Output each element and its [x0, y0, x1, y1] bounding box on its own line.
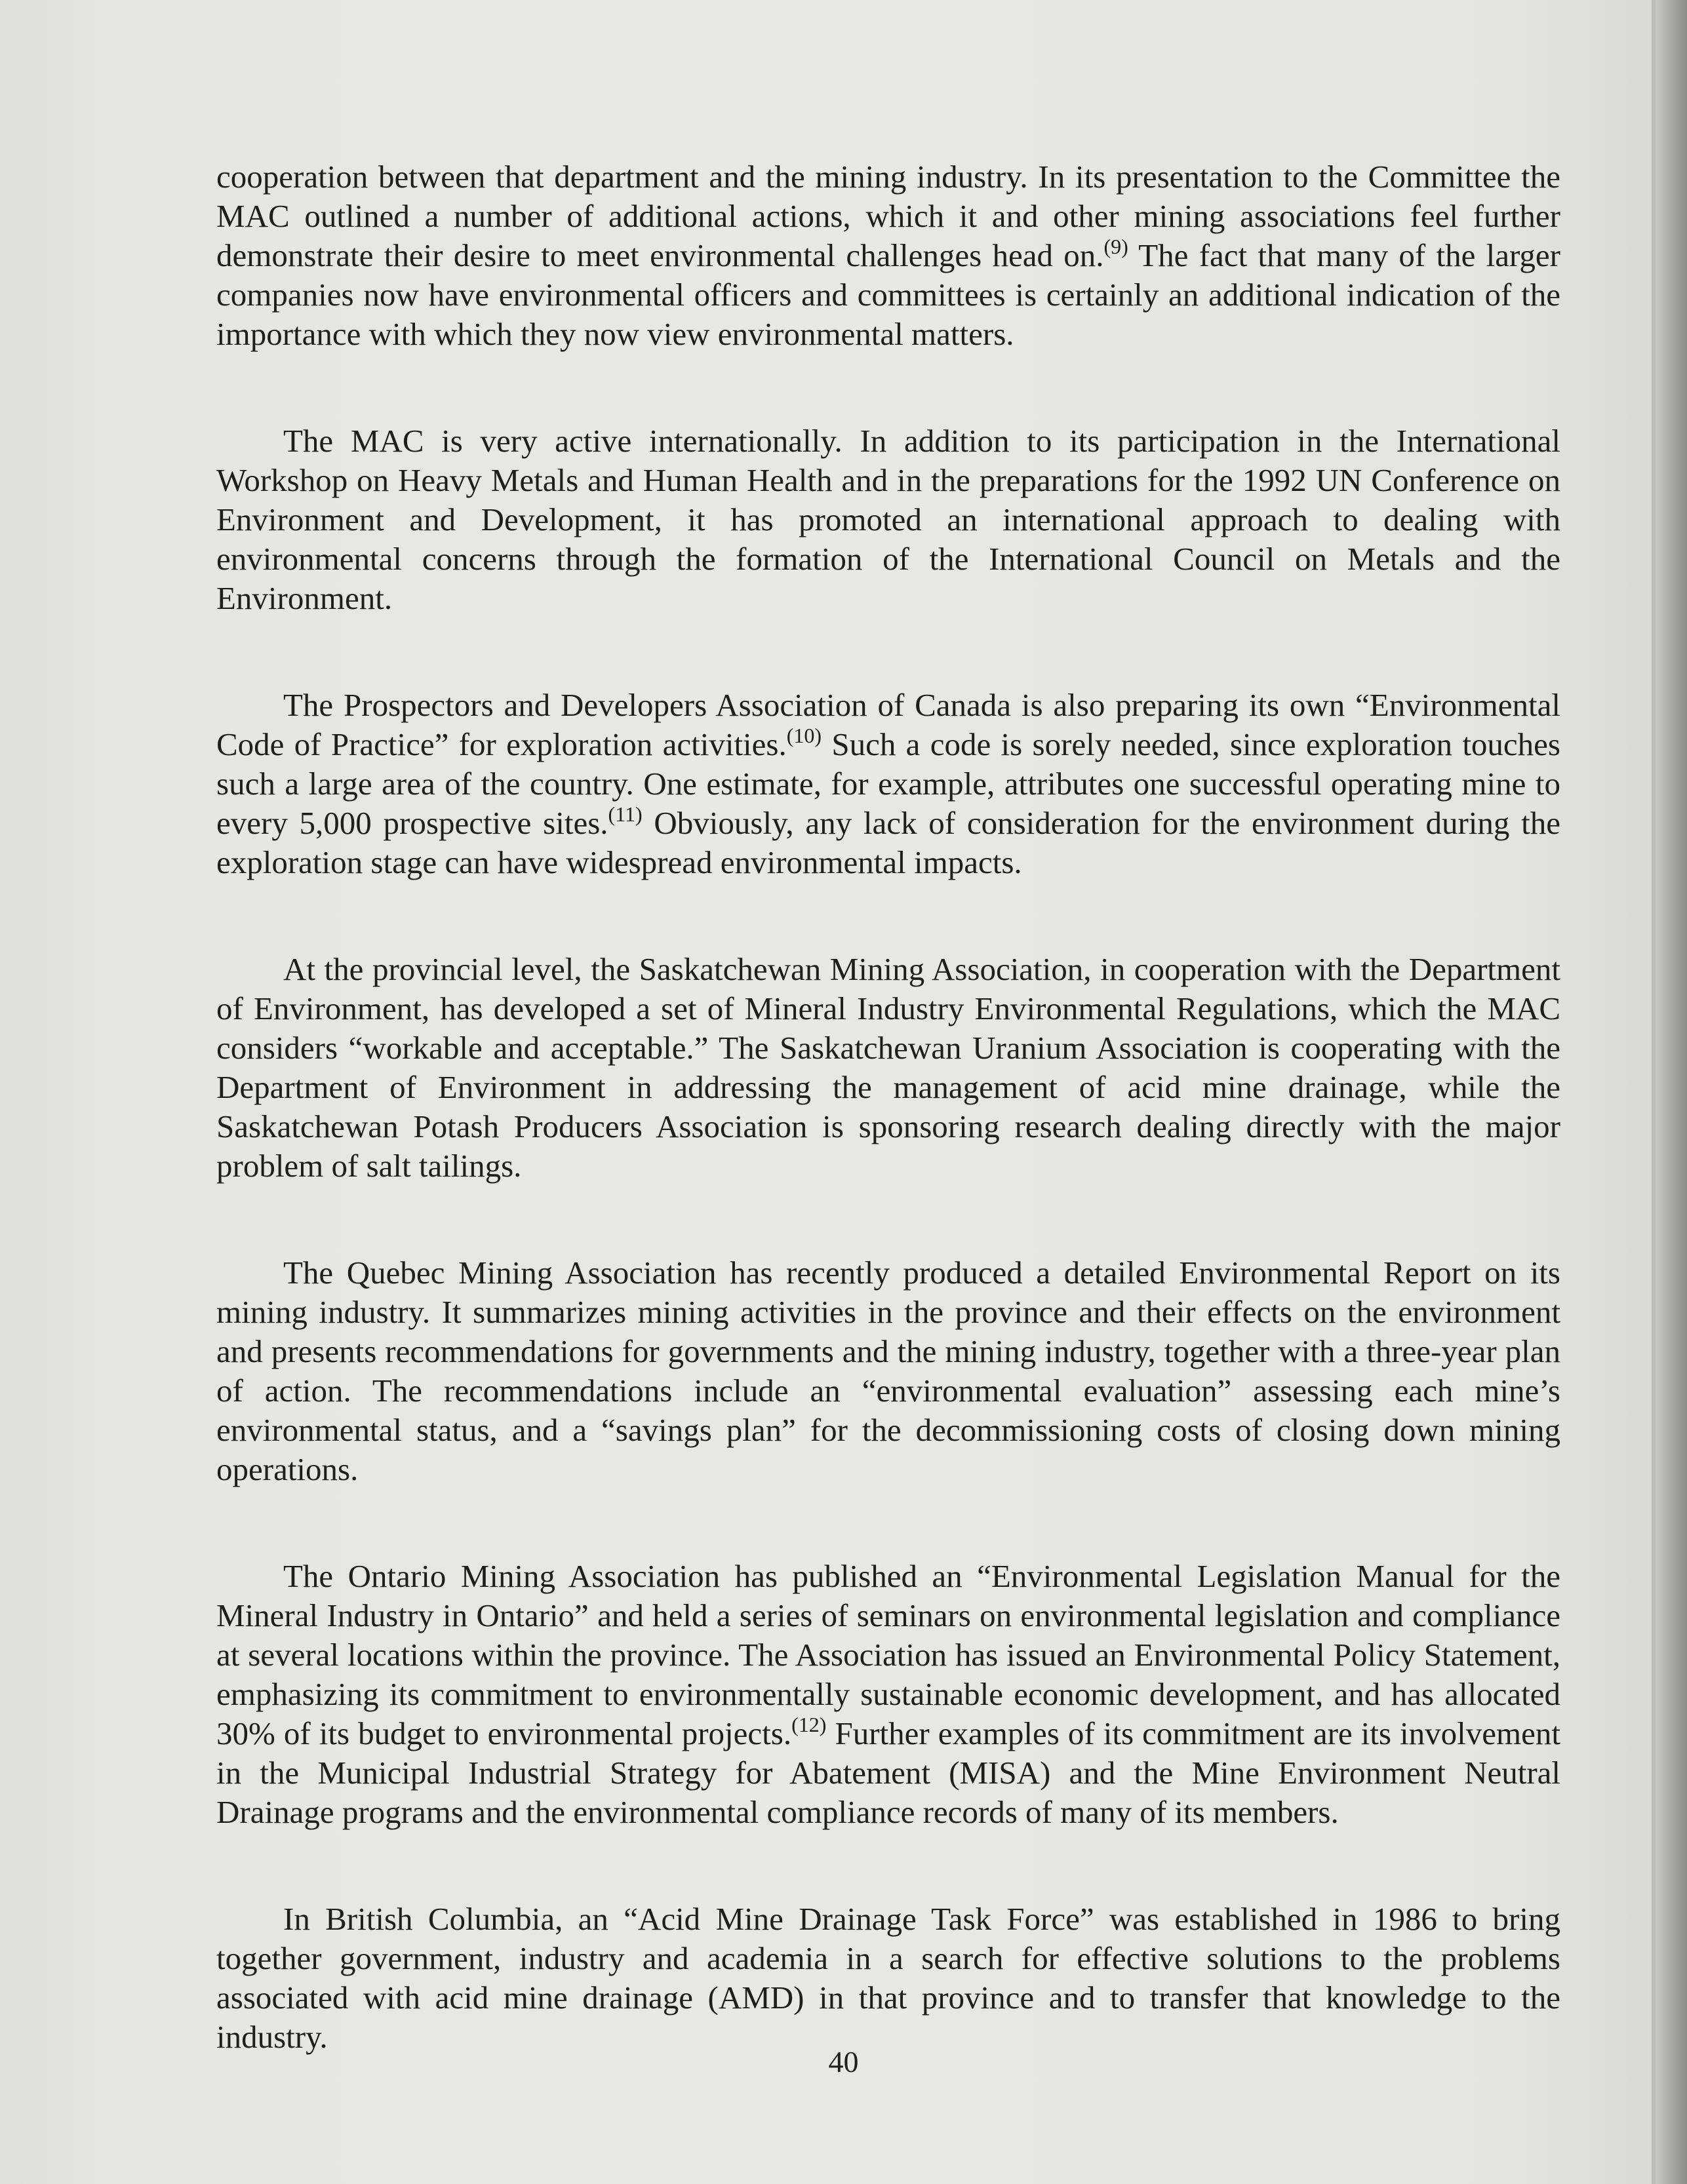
paragraph-text: At the provincial level, the Saskatchewan Mining Association, in cooperation with the Department of Environment, has developed a set of Mineral Industry Environmental Regulations, which the MAC considers “workable and acceptable.” The Saskatchewan Uranium Association is cooperating with the Department of Environment in addressing the management of acid mine drainage, while the Saskatchewan Potash Producers Association is sponsoring research dealing directly with the major problem of salt tailings.	[216, 951, 1560, 1184]
paragraph-text: The fact that many of the larger companies now have environmental officers and committees is certainly an additional indication of the importance with which they now view environmental matters.	[216, 237, 1560, 352]
paragraph-4	[216, 950, 1560, 1186]
paragraph-text: The Ontario Mining Association has published an “Environmental Legislation Manual for the Mineral Industry in Ontario” and held a series of seminars on environmental legislation and compliance at several locations within the province. The Association has issued an Environmental Policy Statement, emphasizing its commitment to environmentally sustainable economic development, and has allocated 30% of its budget to environmental projects.	[216, 1558, 1560, 1751]
footnote-reference: (12)	[791, 1713, 827, 1736]
paragraph-text: cooperation between that department and the mining industry. In its presentation to the Committee the MAC outlined a number of additional actions, which it and other mining associations feel further demonstrate their desire to meet environmental challenges head on.	[216, 159, 1560, 273]
paragraph-text: The Quebec Mining Association has recently produced a detailed Environmental Report on its mining industry. It summarizes mining activities in the province and their effects on the environment and presents recommendations for governments and the mining industry, together with a three-year plan of action. The recommendations include an “environmental evaluation” assessing each mine’s environmental status, and a “savings plan” for the decommissioning costs of closing down mining operations.	[216, 1255, 1560, 1487]
paragraph-6	[216, 1557, 1560, 1832]
binding-shadow	[1656, 0, 1687, 2184]
body-text	[216, 157, 1560, 2057]
paragraph-5	[216, 1253, 1560, 1489]
footnote-reference: (11)	[608, 802, 643, 826]
paragraph-2	[216, 421, 1560, 618]
paragraph-text: Such a code is sorely needed, since exploration touches such a large area of the country. One estimate, for example, attributes one successful operating mine to every 5,000 prospective sites.	[216, 726, 1561, 841]
page-number: 40	[828, 2045, 859, 2078]
paragraph-7	[216, 1900, 1560, 2057]
paragraph-text: The MAC is very active internationally. In addition to its participation in the International Workshop on Heavy Metals and Human Health and in the preparations for the 1992 UN Conference on Environment and Development, it has promoted an international approach to dealing with environmental concerns through the formation of the International Council on Metals and the Environment.	[216, 423, 1560, 616]
paragraph-3	[216, 686, 1560, 882]
paragraph-text: The Prospectors and Developers Association of Canada is also preparing its own “Environmental Code of Practice” for exploration activities.	[216, 687, 1560, 762]
footnote-reference: (9)	[1103, 235, 1128, 258]
footnote-reference: (10)	[786, 724, 822, 747]
paragraph-text: Further examples of its commitment are its involvement in the Municipal Industrial Strategy for Abatement (MISA) and the Mine Environment Neutral Drainage programs and the environmental compliance records of many of its members.	[216, 1715, 1560, 1830]
paragraph-text: In British Columbia, an “Acid Mine Drainage Task Force” was established in 1986 to bring together government, industry and academia in a search for effective solutions to the problems associated with acid mine drainage (AMD) in that province and to transfer that knowledge to the industry.	[216, 1901, 1560, 2055]
paragraph-1	[216, 157, 1560, 354]
paragraph-text: Obviously, any lack of consideration for the environment during the exploration stage can have widespread environmental impacts.	[216, 805, 1560, 880]
